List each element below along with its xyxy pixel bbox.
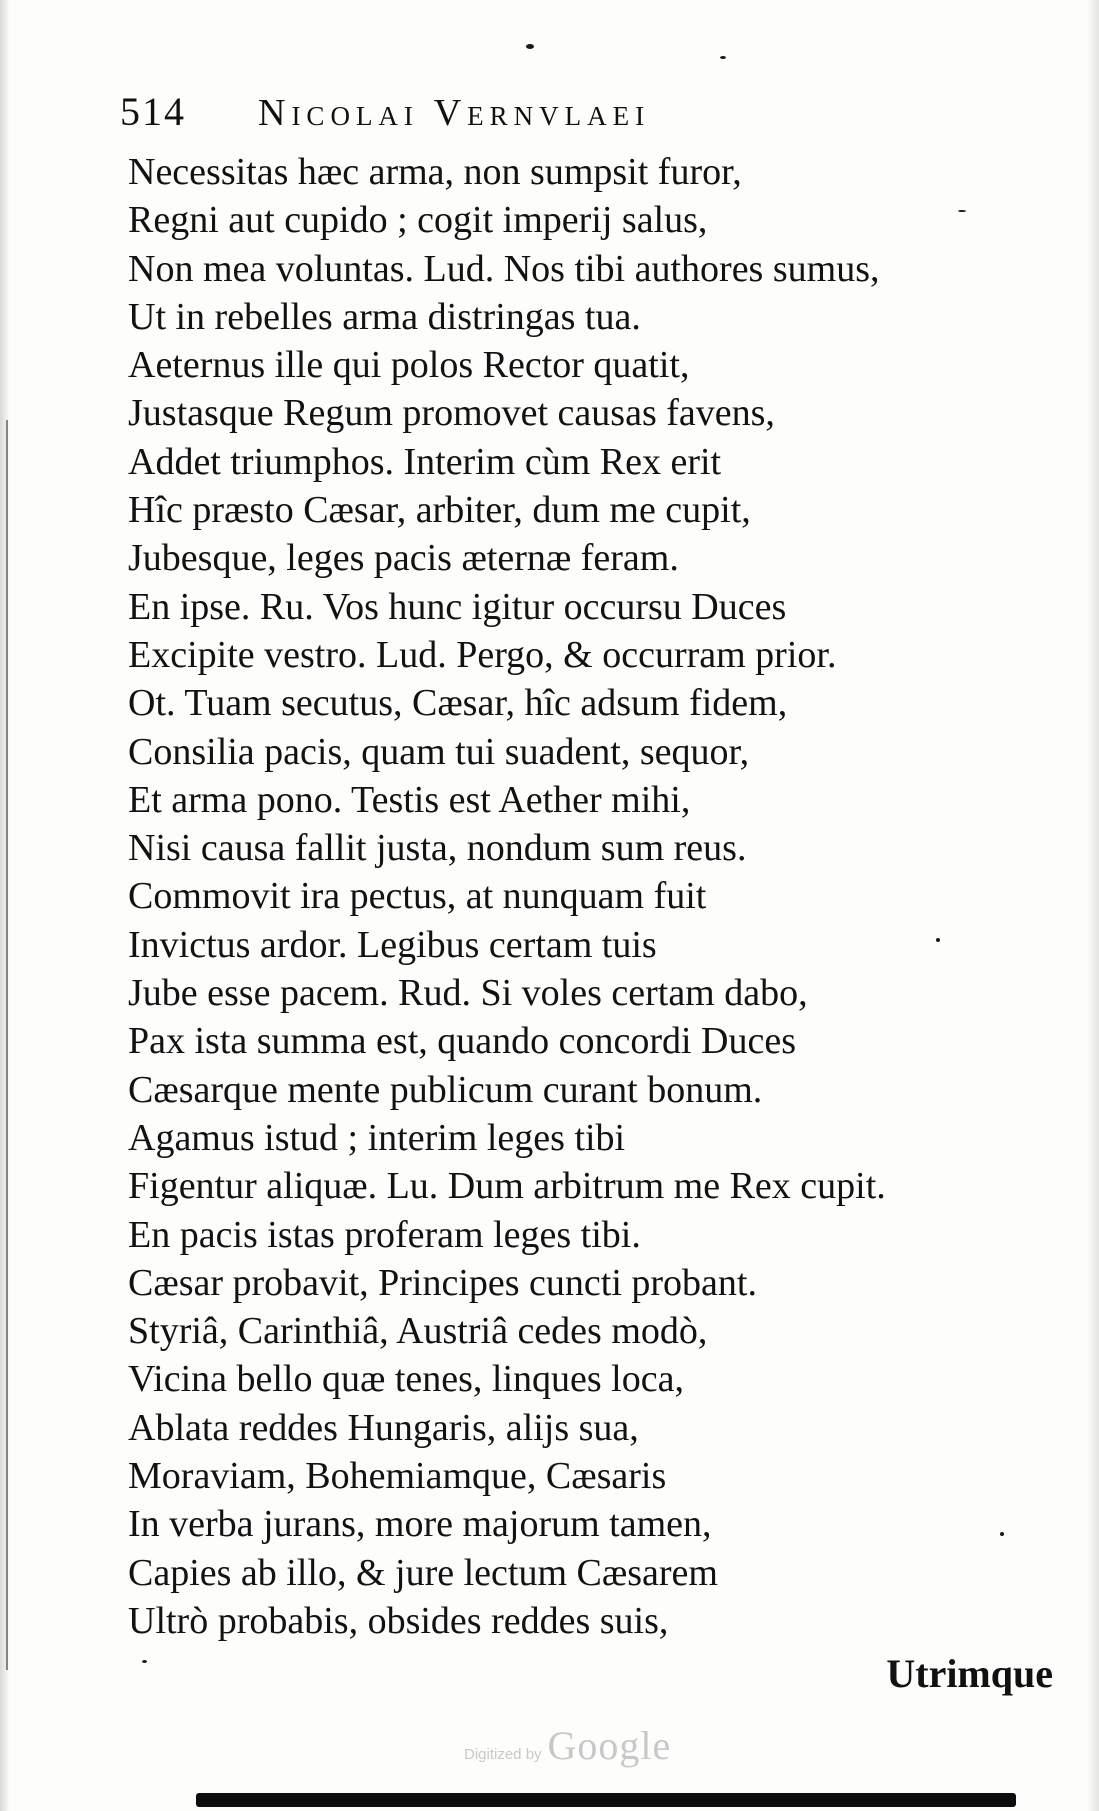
- verse-line: Pax ista summa est, quando concordi Duces: [128, 1020, 797, 1063]
- verse-line: Nisi causa fallit justa, nondum sum reus.: [128, 827, 747, 870]
- ink-speck: [142, 1660, 147, 1663]
- digitization-watermark: [464, 1722, 671, 1769]
- verse-line: Ablata reddes Hungaris, alijs sua,: [128, 1406, 639, 1449]
- verse-text: [128, 148, 1078, 1645]
- ink-speck: [526, 44, 534, 49]
- binding-shadow-line: [6, 420, 8, 1670]
- verse-line: Ot. Tuam secutus, Cæsar, hîc adsum fidem,: [128, 682, 788, 725]
- verse-line: Invictus ardor. Legibus certam tuis: [128, 923, 657, 966]
- verse-line: Ultrò probabis, obsides reddes suis,: [128, 1599, 669, 1642]
- running-title: Nicolai Vernvlaei: [258, 92, 651, 134]
- verse-line: Agamus istud ; interim leges tibi: [128, 1116, 626, 1159]
- verse-line: Non mea voluntas. Lud. Nos tibi authores sumus,: [128, 247, 880, 290]
- verse-line: Cæsarque mente publicum curant bonum.: [128, 1068, 763, 1111]
- verse-line: Cæsar probavit, Principes cuncti probant.: [128, 1261, 757, 1304]
- verse-line: Ut in rebelles arma distringas tua.: [128, 295, 641, 338]
- left-page-edge: [0, 0, 10, 1811]
- right-page-edge: [1087, 0, 1099, 1811]
- ink-speck: [720, 56, 726, 59]
- verse-line: In verba jurans, more majorum tamen,: [128, 1503, 712, 1546]
- verse-line: Figentur aliquæ. Lu. Dum arbitrum me Rex cupit.: [128, 1165, 886, 1208]
- watermark-prefix: Digitized by: [464, 1746, 542, 1763]
- bottom-scan-edge: [196, 1793, 1016, 1807]
- verse-line: En pacis istas proferam leges tibi.: [128, 1213, 641, 1256]
- verse-line: Addet triumphos. Interim cùm Rex erit: [128, 440, 722, 483]
- verse-line: Necessitas hæc arma, non sumpsit furor,: [128, 151, 742, 193]
- verse-line: Capies ab illo, & jure lectum Cæsarem: [128, 1551, 718, 1594]
- verse-line: Et arma pono. Testis est Aether mihi,: [128, 778, 691, 821]
- verse-line: Styriâ, Carinthiâ, Austriâ cedes modò,: [128, 1310, 708, 1353]
- verse-line: Hîc præsto Cæsar, arbiter, dum me cupit,: [128, 489, 751, 532]
- catchword: Utrimque: [886, 1651, 1053, 1696]
- verse-line: Moraviam, Bohemiamque, Cæsaris: [128, 1455, 667, 1498]
- verse-line: Consilia pacis, quam tui suadent, sequor,: [128, 730, 750, 773]
- verse-line: Commovit ira pectus, at nunquam fuit: [128, 875, 707, 918]
- verse-line: Justasque Regum promovet causas favens,: [128, 392, 775, 435]
- google-logo: Google: [547, 1723, 672, 1768]
- verse-line: Vicina bello quæ tenes, linques loca,: [128, 1358, 684, 1401]
- page-header: [120, 88, 920, 138]
- page-number: 514: [120, 89, 186, 134]
- verse-line: En ipse. Ru. Vos hunc igitur occursu Duces: [128, 585, 787, 628]
- verse-line: Regni aut cupido ; cogit imperij salus,: [128, 199, 708, 242]
- verse-line: Jubesque, leges pacis æternæ feram.: [128, 537, 679, 580]
- verse-line: Aeternus ille qui polos Rector quatit,: [128, 344, 690, 387]
- verse-line: Excipite vestro. Lud. Pergo, & occurram prior.: [128, 633, 837, 676]
- verse-line: Jube esse pacem. Rud. Si voles certam dabo,: [128, 972, 808, 1015]
